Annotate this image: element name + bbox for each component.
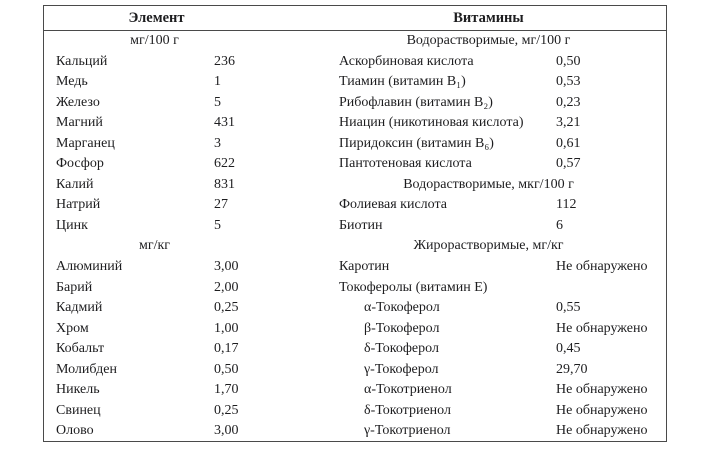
row-label: Ниацин (никотиновая кислота) <box>339 115 524 131</box>
row-value: 0,23 <box>556 94 581 110</box>
row-value: Не обнаружено <box>556 259 648 275</box>
row-value: 0,25 <box>214 402 239 418</box>
row-label: Фолиевая кислота <box>339 197 447 213</box>
row-value: 431 <box>214 115 235 131</box>
row-value: 6 <box>556 217 563 233</box>
row-label: δ-Токотриенол <box>364 402 451 418</box>
table-row <box>311 93 666 114</box>
row-value: Не обнаружено <box>556 402 648 418</box>
table-row <box>311 380 666 401</box>
section-subheader: Водорастворимые, мкг/100 г <box>403 176 574 192</box>
row-value: 0,45 <box>556 341 581 357</box>
row-value: Не обнаружено <box>556 320 648 336</box>
table-row <box>311 401 666 422</box>
row-value: 1 <box>214 74 221 90</box>
table-row <box>311 421 666 442</box>
row-label: Натрий <box>56 197 101 213</box>
column-header-vitamins: Витамины <box>453 9 524 26</box>
table-row <box>311 134 666 155</box>
row-value: 3,00 <box>214 423 239 439</box>
table-row <box>44 339 311 360</box>
row-label: Магний <box>56 115 103 131</box>
row-label: Токоферолы (витамин Е) <box>339 279 488 295</box>
row-value: 3,21 <box>556 115 581 131</box>
row-value: 3 <box>214 135 221 151</box>
row-label: Никель <box>56 382 100 398</box>
row-label: Биотин <box>339 217 383 233</box>
row-value: 0,50 <box>214 361 239 377</box>
row-label: α-Токотриенол <box>364 382 452 398</box>
row-label: Свинец <box>56 402 101 418</box>
table-row <box>311 278 666 299</box>
table-row <box>311 195 666 216</box>
row-value: 0,55 <box>556 300 581 316</box>
row-label: Кальций <box>56 53 108 69</box>
row-label: Цинк <box>56 217 88 233</box>
row-value: 1,70 <box>214 382 239 398</box>
table-row <box>311 113 666 134</box>
table-row <box>44 360 311 381</box>
row-value: 5 <box>214 94 221 110</box>
row-value: 0,25 <box>214 300 239 316</box>
section-subheader: Жирорастворимые, мг/кг <box>413 238 564 254</box>
table-row <box>44 113 311 134</box>
row-label: Кадмий <box>56 300 103 316</box>
row-label: δ-Токоферол <box>364 341 439 357</box>
row-label: Алюминий <box>56 259 123 275</box>
row-value: 236 <box>214 53 235 69</box>
row-value: 0,50 <box>556 53 581 69</box>
table-row <box>44 52 311 73</box>
section-subheader: Водорастворимые, мг/100 г <box>406 33 571 48</box>
row-label: Олово <box>56 423 94 439</box>
row-value: 0,57 <box>556 156 581 172</box>
table-row <box>311 72 666 93</box>
row-value: 27 <box>214 197 228 213</box>
table-body <box>44 31 666 442</box>
row-label: Тиамин (витамин B₁) <box>339 74 466 90</box>
table-row <box>44 93 311 114</box>
row-label: Каротин <box>339 259 390 275</box>
table-row <box>44 257 311 278</box>
row-label: β-Токоферол <box>364 320 440 336</box>
row-value: 622 <box>214 156 235 172</box>
table-row <box>311 319 666 340</box>
row-value: Не обнаружено <box>556 423 648 439</box>
table-row <box>311 298 666 319</box>
table-row <box>44 401 311 422</box>
table-row <box>44 72 311 93</box>
column-header-element: Элемент <box>128 9 185 26</box>
column-right-rows <box>311 31 666 442</box>
table-row <box>44 216 311 237</box>
row-label: Железо <box>56 94 100 110</box>
nutrition-table <box>43 5 667 442</box>
row-label: Медь <box>56 74 88 90</box>
row-value: 112 <box>556 197 577 213</box>
table-row <box>44 134 311 155</box>
row-label: Калий <box>56 176 94 192</box>
row-label: Кобальт <box>56 341 105 357</box>
table-row <box>311 216 666 237</box>
row-label: Пантотеновая кислота <box>339 156 472 172</box>
table-row <box>311 154 666 175</box>
row-value: 0,61 <box>556 135 581 151</box>
table-row <box>44 319 311 340</box>
row-value: 29,70 <box>556 361 588 377</box>
table-header-row <box>44 6 666 31</box>
row-value: 1,00 <box>214 320 239 336</box>
table-row <box>44 154 311 175</box>
row-label: Барий <box>56 279 93 295</box>
table-row <box>44 175 311 196</box>
row-label: γ-Токоферол <box>364 361 439 377</box>
table-row <box>44 298 311 319</box>
table-row <box>311 52 666 73</box>
table-row <box>44 195 311 216</box>
table-row <box>44 421 311 442</box>
row-label: Марганец <box>56 135 115 151</box>
table-row <box>311 257 666 278</box>
row-label: γ-Токотриенол <box>364 423 451 439</box>
row-label: Молибден <box>56 361 117 377</box>
row-label: Аскорбиновая кислота <box>339 53 474 69</box>
row-value: 5 <box>214 217 221 233</box>
row-value: 2,00 <box>214 279 239 295</box>
row-label: Пиридоксин (витамин B₆) <box>339 135 494 151</box>
row-label: α-Токоферол <box>364 300 440 316</box>
row-label: Фосфор <box>56 156 104 172</box>
section-subheader: мг/кг <box>138 238 171 254</box>
row-value: Не обнаружено <box>556 382 648 398</box>
row-value: 0,53 <box>556 74 581 90</box>
row-value: 0,17 <box>214 341 239 357</box>
column-left-rows <box>44 31 311 442</box>
table-row <box>311 360 666 381</box>
row-value: 3,00 <box>214 259 239 275</box>
table-row <box>44 380 311 401</box>
table-row <box>311 339 666 360</box>
row-label: Хром <box>56 320 89 336</box>
section-subheader: мг/100 г <box>130 33 179 48</box>
table-row <box>44 278 311 299</box>
row-label: Рибофлавин (витамин B₂) <box>339 94 493 110</box>
row-value: 831 <box>214 176 235 192</box>
